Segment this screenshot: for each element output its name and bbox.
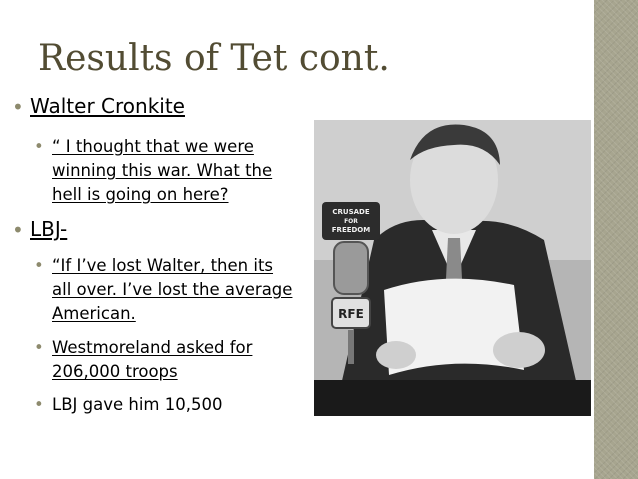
sign-line-2: FOR [344, 218, 358, 225]
bullet-dot: • [12, 218, 24, 242]
bullet-dot: • [34, 137, 44, 156]
bullet-walter-cronkite: Walter Cronkite [30, 94, 185, 118]
bullet-dot: • [34, 338, 44, 357]
westmoreland-line-1: Westmoreland asked for [52, 338, 253, 357]
sign-line-1: CRUSADE [332, 208, 370, 216]
decorative-side-stripe [594, 0, 638, 479]
bullet-dot: • [34, 256, 44, 275]
westmoreland-line-2: 206,000 troops [52, 362, 178, 381]
lbj-quote-line-2: all over. I’ve lost the average [52, 280, 293, 299]
lbj-quote-line-3: American. [52, 304, 136, 323]
lbj-quote-line-1: “If I’ve lost Walter, then its [52, 256, 274, 275]
sign-line-3: FREEDOM [331, 226, 371, 234]
mic-label: RFE [338, 307, 364, 321]
quote-line-1: “ I thought that we were [52, 137, 254, 156]
cronkite-photo [314, 120, 591, 416]
quote-line-2: winning this war. What the [52, 161, 273, 180]
bullet-dot: • [34, 395, 44, 414]
quote-line-3: hell is going on here? [52, 185, 229, 204]
bullet-lbj: LBJ- [30, 217, 68, 241]
slide-title: Results of Tet cont. [38, 38, 390, 79]
lbj-gave-line: LBJ gave him 10,500 [52, 395, 223, 414]
bullet-dot: • [12, 95, 24, 119]
